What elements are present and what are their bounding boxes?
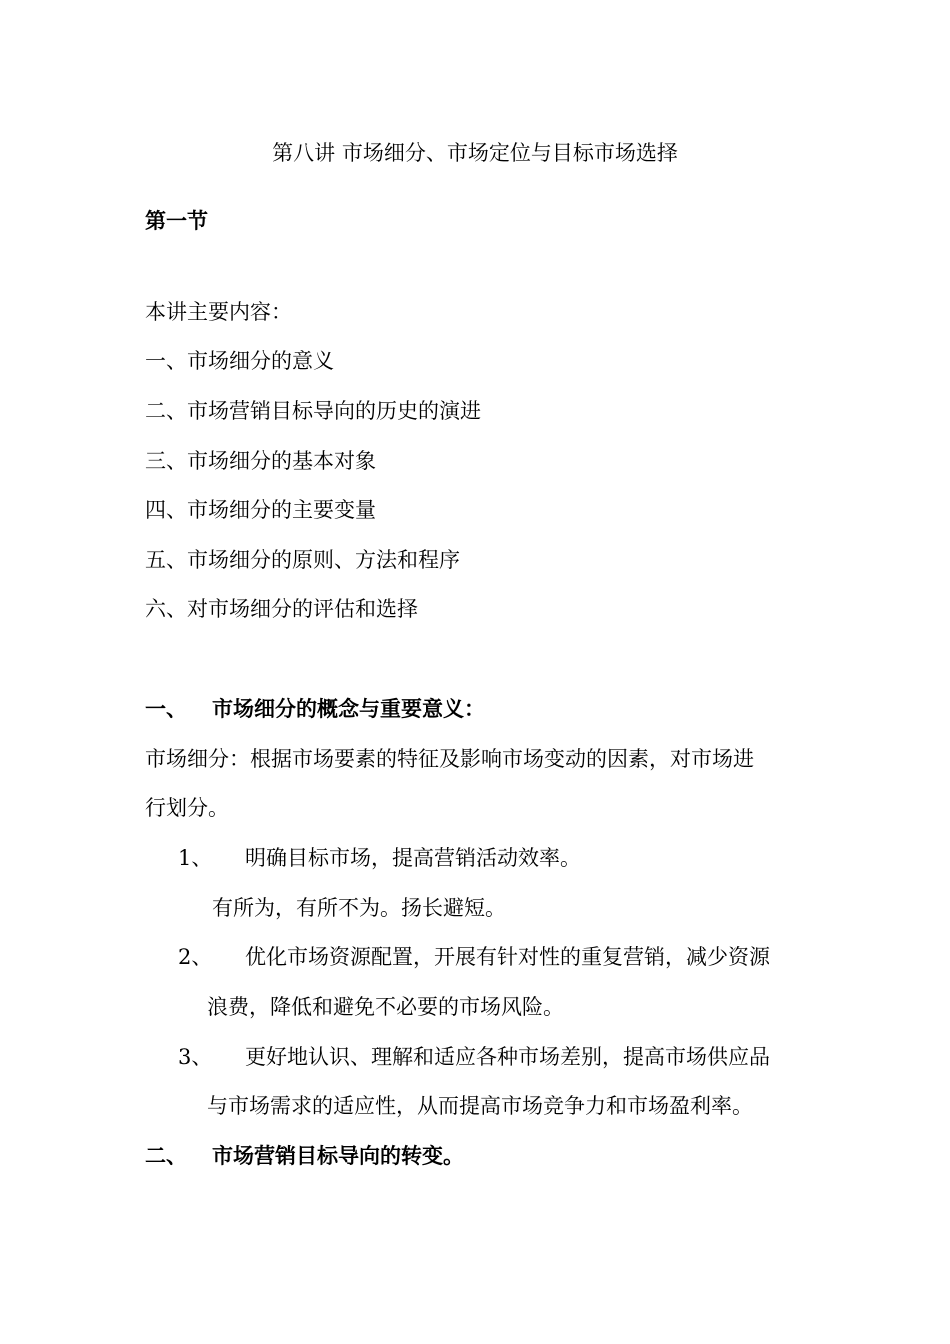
point-1-number: 1、 — [178, 846, 213, 870]
point-3-line-1: 更好地认识、理解和适应各种市场差别，提高市场供应品 — [245, 1045, 770, 1069]
outline-item-1: 一、市场细分的意义 — [145, 349, 334, 373]
point-3-line-2: 与市场需求的适应性，从而提高市场竞争力和市场盈利率。 — [207, 1094, 753, 1118]
heading-two-text: 市场营销目标导向的转变。 — [212, 1143, 464, 1168]
outline-item-6: 六、对市场细分的评估和选择 — [145, 597, 418, 621]
outline-item-5: 五、市场细分的原则、方法和程序 — [145, 548, 460, 572]
point-1-line-1: 明确目标市场，提高营销活动效率。 — [245, 846, 581, 870]
definition-line-1: 市场细分：根据市场要素的特征及影响市场变动的因素，对市场进 — [145, 747, 754, 771]
heading-one-text: 市场细分的概念与重要意义： — [212, 696, 485, 721]
point-2-line-1: 优化市场资源配置，开展有针对性的重复营销，减少资源 — [245, 945, 770, 969]
point-1-line-2: 有所为，有所不为。扬长避短。 — [212, 896, 506, 920]
heading-two-number: 二、 — [145, 1143, 187, 1168]
outline-item-3: 三、市场细分的基本对象 — [145, 449, 376, 473]
section-label: 第一节 — [145, 208, 208, 233]
point-2-number: 2、 — [178, 945, 213, 969]
outline-item-2: 二、市场营销目标导向的历史的演进 — [145, 399, 481, 423]
page-title: 第八讲 市场细分、市场定位与目标市场选择 — [272, 141, 678, 165]
point-2-line-2: 浪费，降低和避免不必要的市场风险。 — [207, 995, 564, 1019]
point-3-number: 3、 — [178, 1045, 213, 1069]
outline-item-4: 四、市场细分的主要变量 — [145, 498, 376, 522]
heading-one-number: 一、 — [145, 696, 187, 721]
outline-heading: 本讲主要内容： — [145, 300, 292, 324]
definition-line-2: 行划分。 — [145, 796, 229, 820]
